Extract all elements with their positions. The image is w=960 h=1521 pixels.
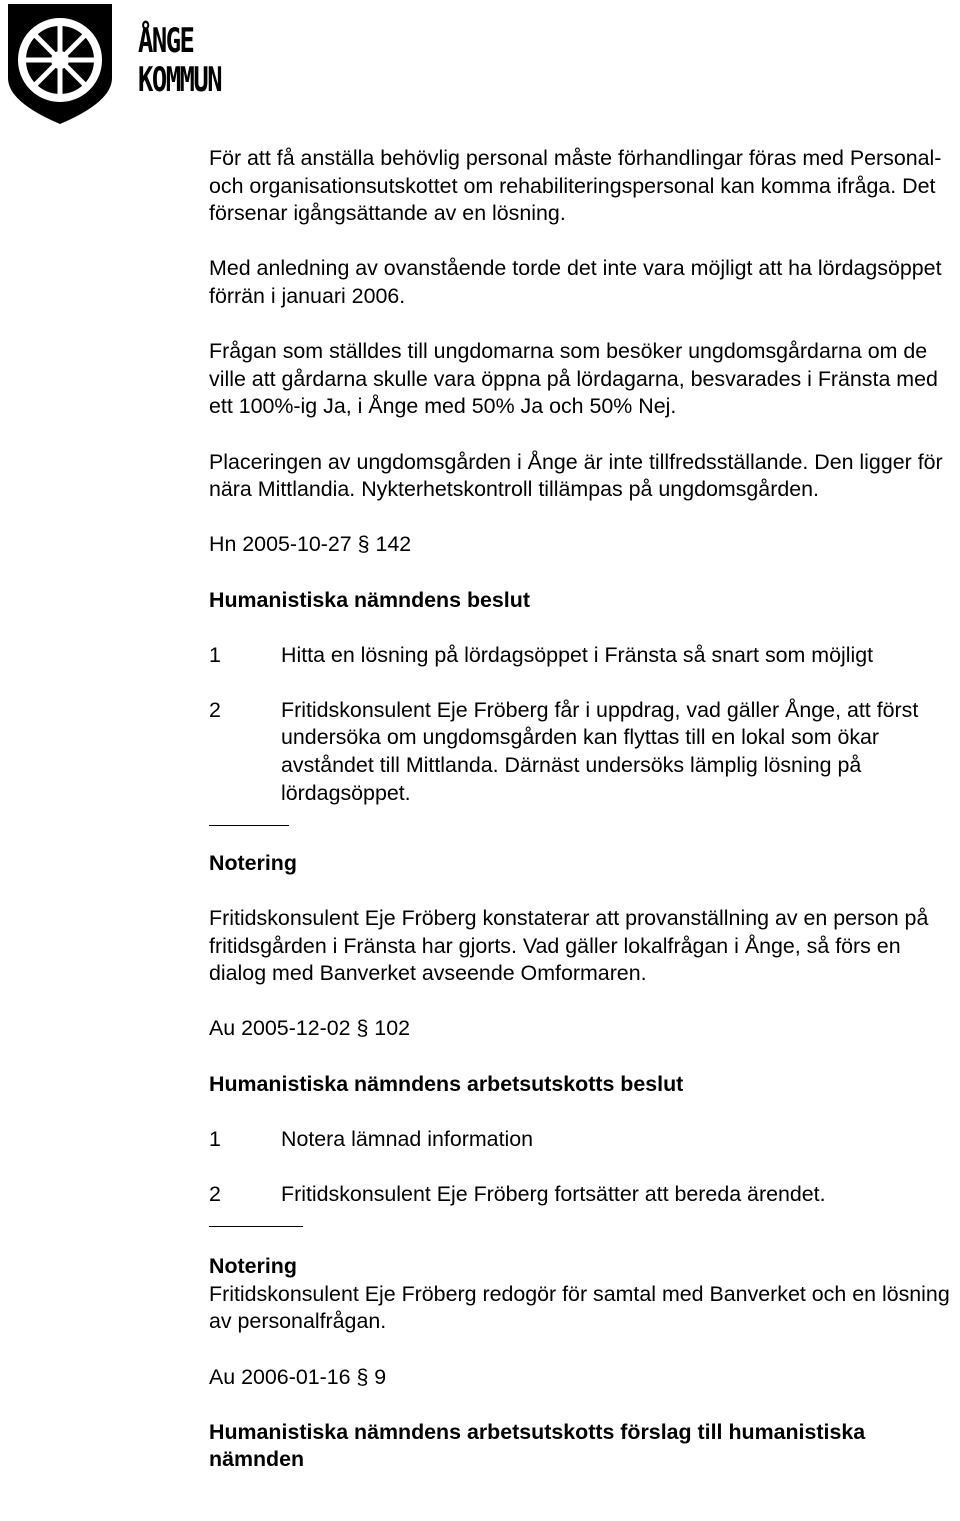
separator-line xyxy=(209,1226,303,1227)
item-text: Fritidskonsulent Eje Fröberg får i uppdrag, vad gäller Ånge, att först undersöka om ungdomsgården kan flyttas till en lokal som ökar avståndet till Mittlanda. Därnäst undersöks lämplig lösning på lördagsöppet. xyxy=(281,697,919,805)
reference-hn-2005-10-27: Hn 2005-10-27 § 142 xyxy=(209,532,412,557)
item-text: Notera lämnad information xyxy=(281,1126,534,1151)
paragraph-staffing: För att få anställa behövlig personal måste förhandlingar föras med Personal- och organisationsutskottet om rehabiliteringspersonal kan komma ifråga. Det försenar igångsättande av en lösning. xyxy=(209,146,942,226)
decision-heading: Humanistiska nämndens beslut xyxy=(209,587,530,612)
note-heading: Notering xyxy=(209,1254,297,1279)
reference-au-2005-12-02: Au 2005-12-02 § 102 xyxy=(209,1016,410,1041)
note-text: Fritidskonsulent Eje Fröberg redogör för samtal med Banverket och en lösning av personalfrågan. xyxy=(209,1281,950,1334)
municipality-logo xyxy=(2,2,242,126)
item-number: 1 xyxy=(209,1126,221,1151)
note-heading: Notering xyxy=(209,850,297,875)
logo-wordmark xyxy=(138,22,221,100)
paragraph-location: Placeringen av ungdomsgården i Ånge är inte tillfredsställande. Den ligger för nära Mittlandia. Nykterhetskontroll tillämpas på ungdomsgården. xyxy=(209,449,943,502)
wheel-shield-icon xyxy=(2,2,118,126)
reference-au-2006-01-16: Au 2006-01-16 § 9 xyxy=(209,1364,387,1389)
committee-decision-heading: Humanistiska nämndens arbetsutskotts beslut xyxy=(209,1071,684,1096)
item-number: 1 xyxy=(209,642,221,667)
separator-line xyxy=(209,825,289,826)
item-number: 2 xyxy=(209,1181,221,1206)
document-body xyxy=(209,145,960,1502)
decision-item xyxy=(209,697,960,807)
item-text: Fritidskonsulent Eje Fröberg fortsätter att bereda ärendet. xyxy=(281,1181,826,1206)
item-number: 2 xyxy=(209,697,221,722)
decision-item xyxy=(209,1181,960,1209)
paragraph-saturday-opening: Med anledning av ovanstående torde det inte vara möjligt att ha lördagsöppet förrän i januari 2006. xyxy=(209,256,942,308)
logo-line-1: ÅNGE xyxy=(138,21,194,61)
logo-line-2: KOMMUN xyxy=(138,60,222,100)
paragraph-youth-survey: Frågan som ställdes till ungdomarna som besöker ungdomsgårdarna om de ville att gårdarna skulle vara öppna på lördagarna, besvarades i Fränsta med ett 100%-ig Ja, i Ånge med 50% Ja och 50% Nej. xyxy=(209,339,938,419)
note-text: Fritidskonsulent Eje Fröberg konstaterar att provanställning av en person på fritidsgården i Fränsta har gjorts. Vad gäller lokalfrågan i Ånge, så förs en dialog med Banverket avseende Omformaren. xyxy=(209,906,929,986)
decision-item xyxy=(209,1126,960,1154)
decision-item xyxy=(209,642,960,670)
proposal-heading: Humanistiska nämndens arbetsutskotts förslag till humanistiska nämnden xyxy=(209,1419,866,1472)
item-text: Hitta en lösning på lördagsöppet i Fränsta så snart som möjligt xyxy=(281,642,874,667)
